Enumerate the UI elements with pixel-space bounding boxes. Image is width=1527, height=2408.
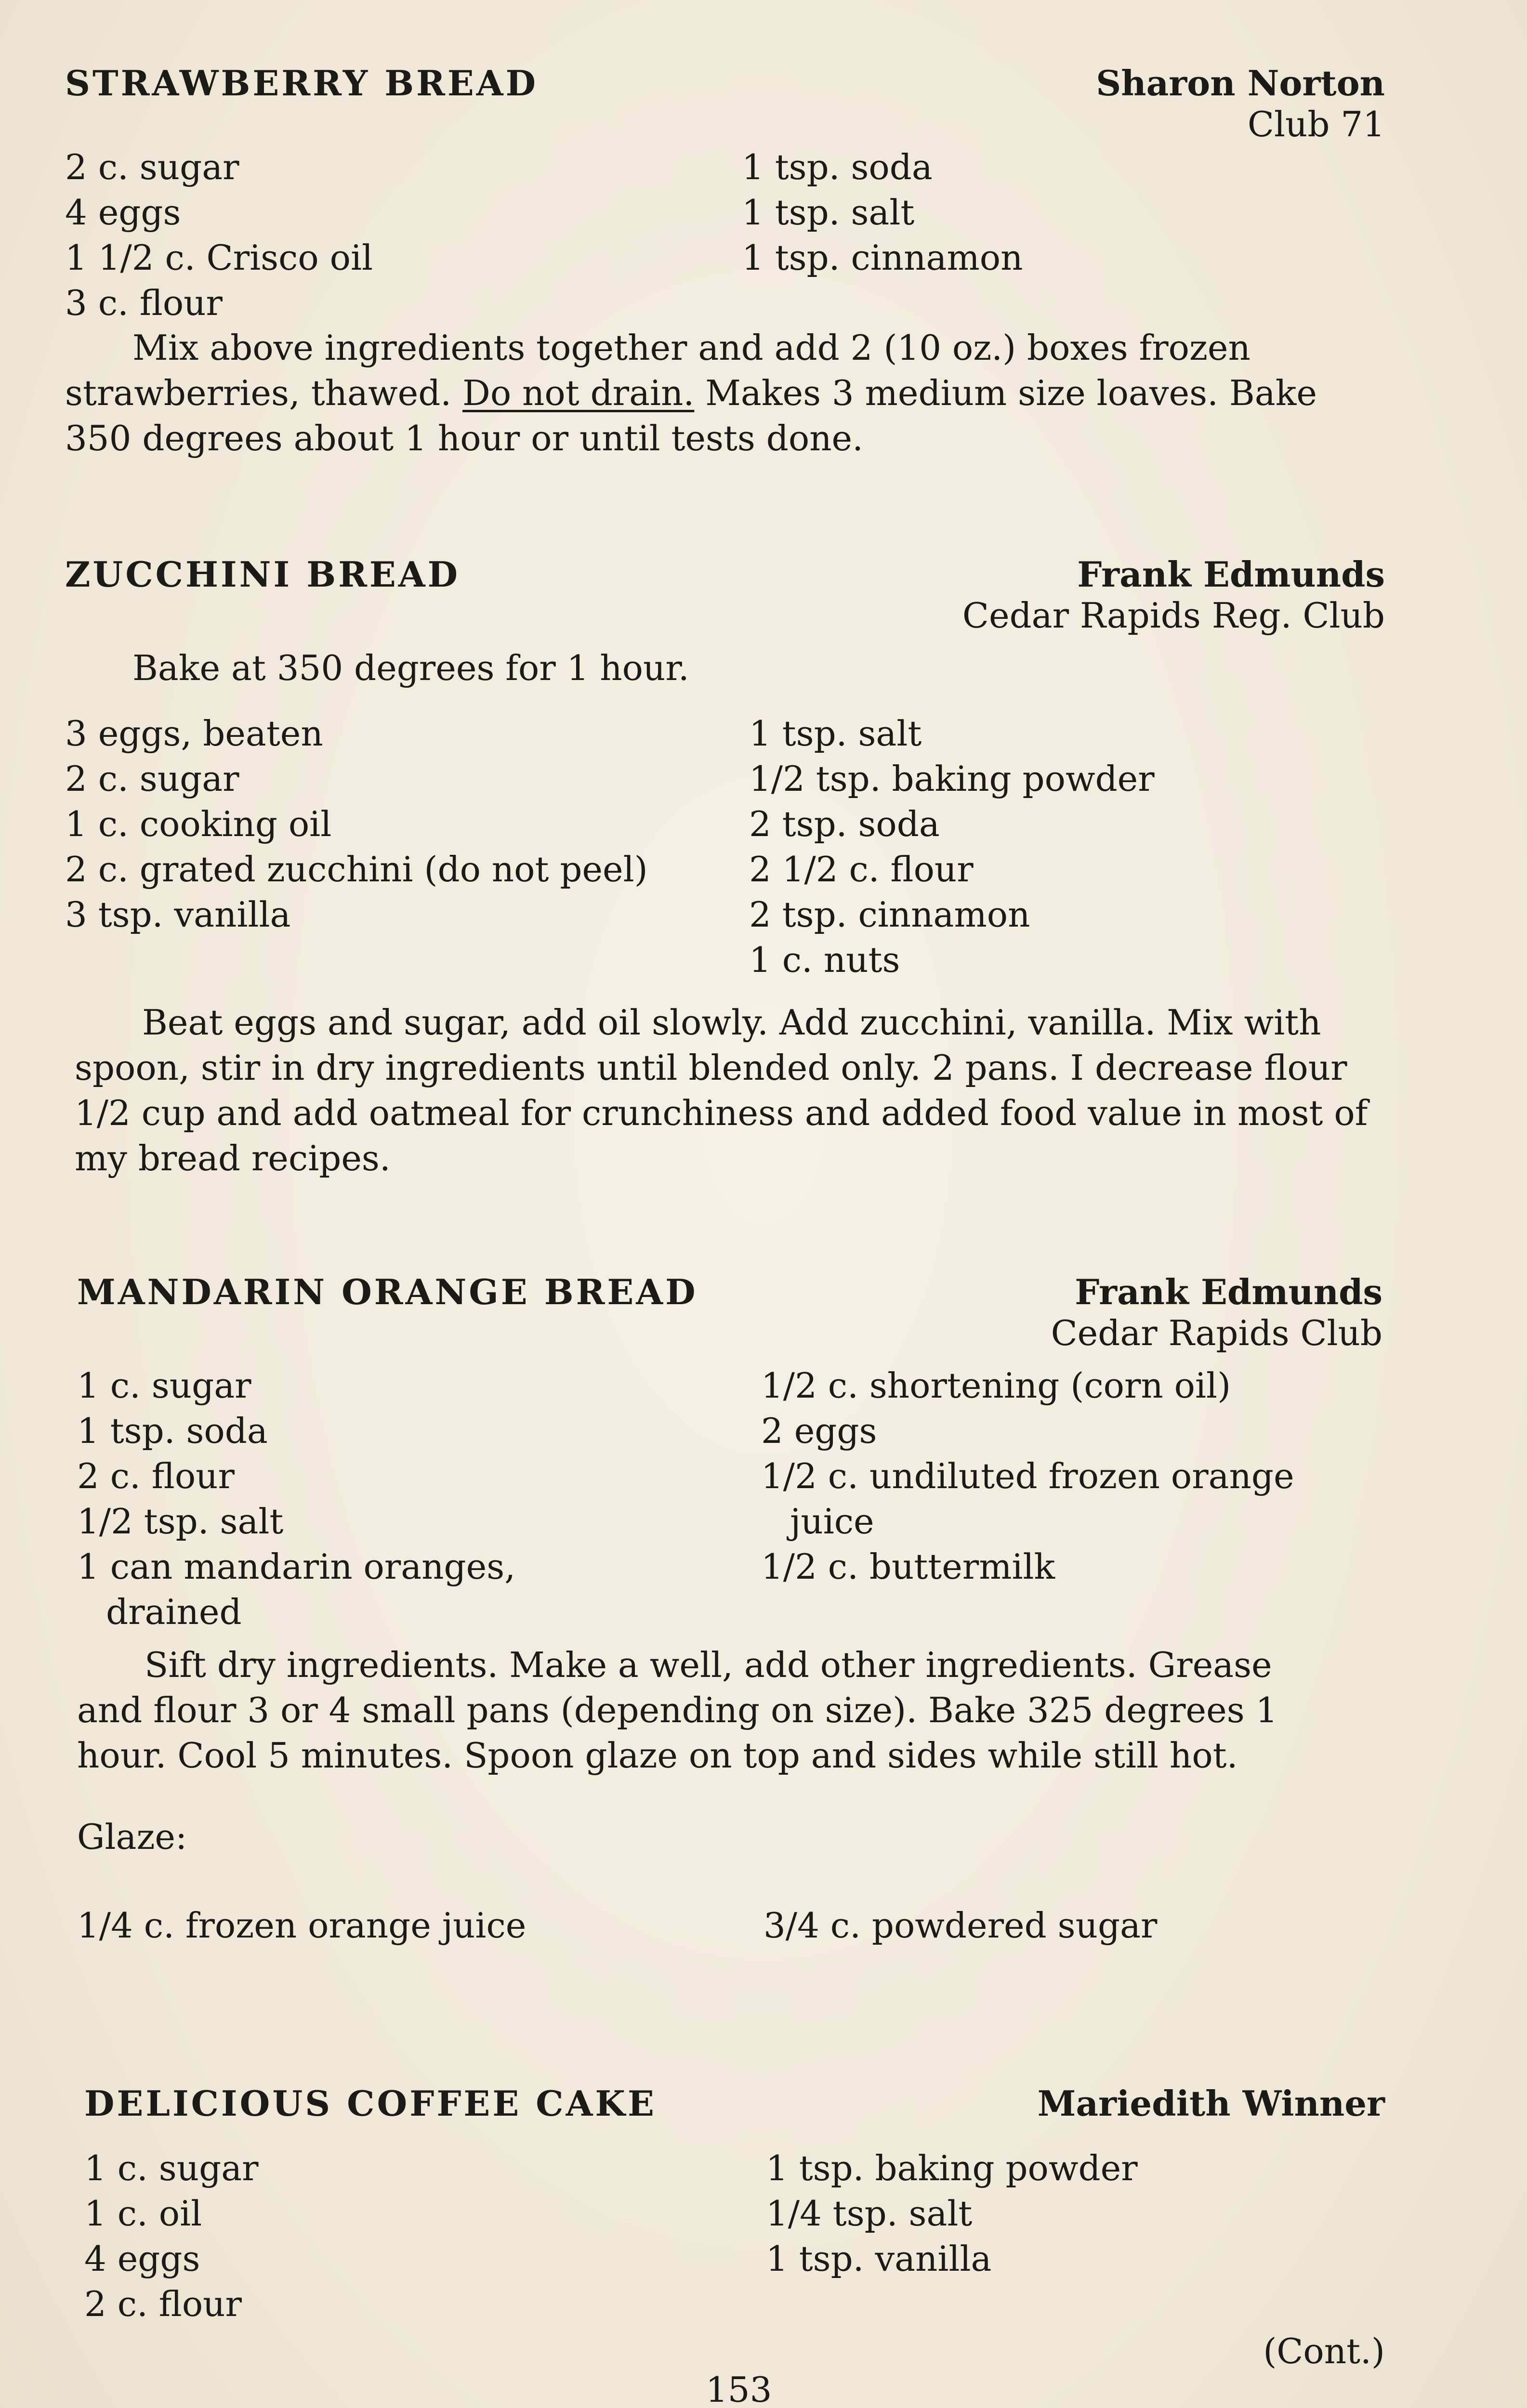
ingredient: 1 can mandarin oranges, — [77, 1546, 516, 1587]
glaze-left — [77, 1903, 526, 1948]
glaze-label: Glaze: — [77, 1817, 187, 1857]
recipe-directions — [65, 325, 1385, 461]
ingredient: 1 c. cooking oil — [65, 804, 332, 844]
ingredient: 3 c. flour — [65, 283, 223, 323]
recipe-title: STRAWBERRY BREAD — [65, 63, 539, 104]
ingredient: 4 eggs — [84, 2238, 200, 2279]
recipe-title: MANDARIN ORANGE BREAD — [77, 1271, 698, 1312]
recipe-directions — [65, 1000, 1385, 1181]
recipe-club: Cedar Rapids Reg. Club — [962, 595, 1385, 636]
ingredient: 2 eggs — [761, 1411, 877, 1451]
recipe-delicious-coffee-cake — [84, 2083, 1385, 2329]
directions-part: Mix above ingredients together and add 2 (10 oz.) boxes frozen strawberries, thawed. — [65, 327, 1251, 413]
directions-underlined: Do not drain. — [462, 373, 695, 413]
ingredient: 1/2 c. buttermilk — [761, 1546, 1055, 1587]
ingredient: 3/4 c. powdered sugar — [764, 1905, 1158, 1946]
ingredients-left — [65, 144, 373, 326]
ingredients-left — [84, 2146, 259, 2327]
recipe-title: ZUCCHINI BREAD — [65, 554, 461, 595]
ingredient: 3 eggs, beaten — [65, 713, 323, 754]
ingredient: 4 eggs — [65, 192, 181, 233]
ingredient: 1 tsp. vanilla — [766, 2238, 992, 2279]
ingredient: 2 c. sugar — [65, 759, 239, 799]
ingredient: 1 1/2 c. Crisco oil — [65, 237, 373, 278]
recipe-author: Sharon Norton — [1096, 63, 1385, 104]
ingredient: 1/2 c. shortening (corn oil) — [761, 1365, 1231, 1406]
ingredient-list — [84, 2146, 1385, 2329]
ingredient: 1 c. sugar — [77, 1365, 251, 1406]
ingredient: 2 tsp. soda — [749, 804, 940, 844]
ingredient: 1 c. nuts — [749, 940, 900, 980]
ingredient: drained — [106, 1592, 242, 1632]
glaze-ingredients — [77, 1903, 1382, 1948]
ingredient: 1 tsp. soda — [742, 147, 933, 187]
recipe-zucchini-bread — [65, 554, 1385, 1181]
ingredient: 1/2 tsp. baking powder — [749, 759, 1155, 799]
recipe-author: Mariedith Winner — [1037, 2083, 1385, 2124]
ingredients-right — [761, 1363, 1294, 1589]
ingredient: 2 c. flour — [84, 2284, 242, 2324]
ingredient-list — [65, 711, 1385, 1000]
recipe-author: Frank Edmunds — [1075, 1271, 1382, 1312]
ingredient: 2 c. grated zucchini (do not peel) — [65, 849, 648, 890]
ingredients-left — [77, 1363, 515, 1635]
recipe-strawberry-bread — [65, 63, 1385, 461]
ingredient: 1 tsp. cinnamon — [742, 237, 1023, 278]
recipe-club: Cedar Rapids Club — [1051, 1313, 1382, 1353]
directions-part: Makes 3 medium size loaves. Bake 350 degrees about 1 hour or until tests done. — [65, 373, 1317, 458]
page-number: 153 — [706, 2369, 772, 2408]
continued-label: (Cont.) — [1263, 2331, 1385, 2371]
recipe-mandarin-orange-bread — [77, 1271, 1382, 1948]
ingredient-list — [77, 1363, 1382, 1642]
ingredient: 2 c. sugar — [65, 147, 239, 187]
ingredient: 1/2 tsp. salt — [77, 1501, 284, 1542]
ingredient: 1 c. sugar — [84, 2148, 259, 2188]
ingredient: 2 c. flour — [77, 1456, 235, 1496]
ingredient: 1/4 c. frozen orange juice — [77, 1905, 527, 1946]
ingredient: 1/4 tsp. salt — [766, 2193, 973, 2234]
directions-text: Beat eggs and sugar, add oil slowly. Add zucchini, vanilla. Mix with spoon, stir in dry ingredients until blended only. 2 pans. I decrease flour 1/2 cup and add oatmeal for crunchiness and added food value in most of my bread recipes. — [75, 1002, 1368, 1178]
recipe-directions — [77, 1642, 1339, 1778]
ingredient: juice — [790, 1501, 874, 1542]
ingredient: 1 tsp. baking powder — [766, 2148, 1138, 2188]
recipe-club: Club 71 — [1247, 104, 1385, 144]
ingredient-list — [65, 144, 1385, 327]
ingredient: 1 tsp. soda — [77, 1411, 268, 1451]
ingredient: 3 tsp. vanilla — [65, 894, 291, 935]
ingredients-left — [65, 711, 648, 937]
ingredients-right — [742, 144, 1023, 280]
ingredient: 1 tsp. salt — [742, 192, 915, 233]
recipe-author: Frank Edmunds — [1077, 554, 1385, 595]
ingredient: 2 1/2 c. flour — [749, 849, 974, 890]
ingredients-right — [749, 711, 1155, 982]
recipe-note: Bake at 350 degrees for 1 hour. — [132, 648, 689, 688]
recipe-title: DELICIOUS COFFEE CAKE — [84, 2083, 657, 2124]
ingredient: 1 tsp. salt — [749, 713, 922, 754]
directions-text: Sift dry ingredients. Make a well, add other ingredients. Grease and flour 3 or 4 small pans (depending on size). Bake 325 degrees 1 hour. Cool 5 minutes. Spoon glaze on top and sides while still hot. — [77, 1645, 1278, 1776]
ingredient: 2 tsp. cinnamon — [749, 894, 1030, 935]
ingredient: 1/2 c. undiluted frozen orange — [761, 1456, 1294, 1496]
glaze-right — [764, 1903, 1157, 1948]
ingredients-right — [766, 2146, 1138, 2281]
ingredient: 1 c. oil — [84, 2193, 202, 2234]
